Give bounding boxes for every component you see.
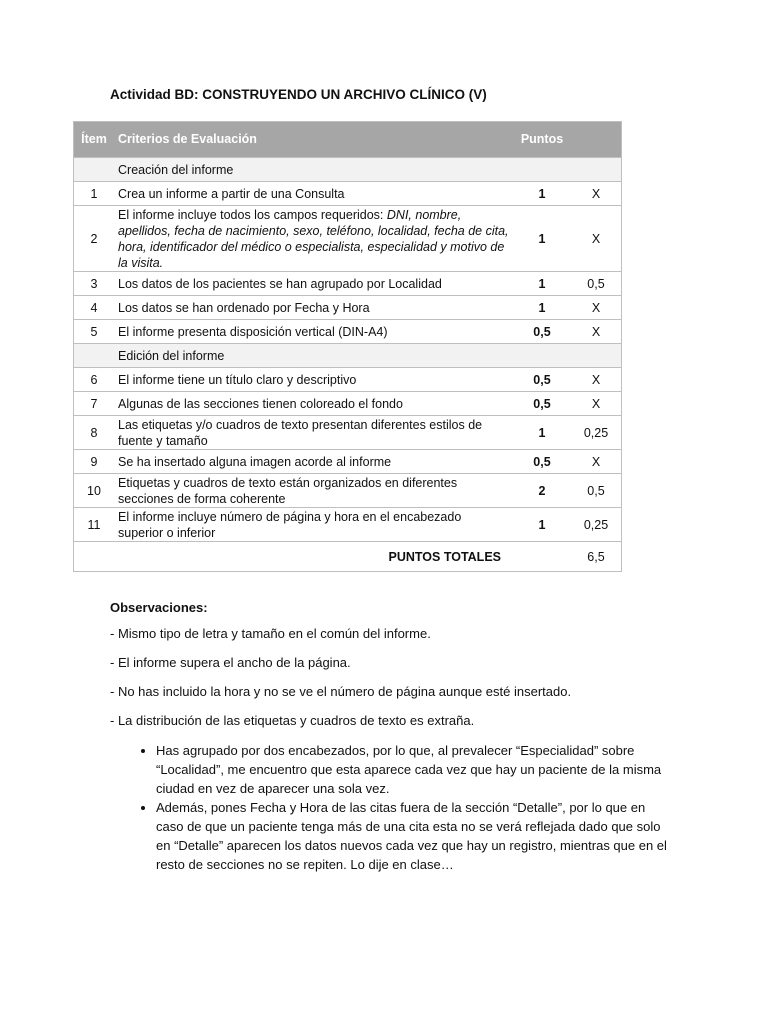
item-points: 1 — [513, 508, 571, 542]
item-score: 0,25 — [571, 508, 622, 542]
criterion-text: El informe presenta disposición vertical (DIN-A4) — [114, 320, 513, 344]
observacion-item: - El informe supera el ancho de la página. — [110, 655, 351, 670]
table-header-row — [74, 122, 622, 158]
item-number: 1 — [74, 182, 115, 206]
item-points: 0,5 — [513, 450, 571, 474]
item-score: X — [571, 392, 622, 416]
item-score: X — [571, 450, 622, 474]
section-row — [74, 158, 622, 182]
item-score: X — [571, 296, 622, 320]
table-row — [74, 450, 622, 474]
observacion-item: - La distribución de las etiquetas y cuadros de texto es extraña. — [110, 713, 475, 728]
item-points: 1 — [513, 206, 571, 272]
criterion-text-fields: DNI, nombre, apellidos, fecha de nacimiento, sexo, teléfono, localidad, fecha de cita, hora, identificador del médico o especialista, especialidad y motivo de la visita. — [118, 207, 509, 270]
item-number: 6 — [74, 368, 115, 392]
observacion-item: - Mismo tipo de letra y tamaño en el común del informe. — [110, 626, 431, 641]
header-score — [571, 122, 622, 158]
table-row — [74, 416, 622, 450]
section-empty-cell — [571, 158, 622, 182]
section-title: Edición del informe — [114, 344, 513, 368]
header-item: Ítem — [74, 122, 115, 158]
table-row — [74, 474, 622, 508]
section-row — [74, 344, 622, 368]
table-row — [74, 320, 622, 344]
criterion-text: El informe tiene un título claro y descriptivo — [114, 368, 513, 392]
table-row — [74, 296, 622, 320]
table-row — [74, 508, 622, 542]
observacion-item: - No has incluido la hora y no se ve el número de página aunque esté insertado. — [110, 684, 572, 699]
total-label: PUNTOS TOTALES — [74, 542, 514, 572]
section-empty-cell — [74, 344, 115, 368]
table-row — [74, 272, 622, 296]
criterion-text: El informe incluye número de página y hora en el encabezado superior o inferior — [114, 508, 513, 542]
item-number: 9 — [74, 450, 115, 474]
document-title: Actividad BD: CONSTRUYENDO UN ARCHIVO CLÍNICO (V) — [110, 87, 487, 102]
criterion-text: Los datos se han ordenado por Fecha y Hora — [114, 296, 513, 320]
observacion-bullets — [110, 741, 670, 874]
section-title: Creación del informe — [114, 158, 513, 182]
item-number: 7 — [74, 392, 115, 416]
item-points: 0,5 — [513, 320, 571, 344]
section-empty-cell — [74, 158, 115, 182]
criterion-text: Etiquetas y cuadros de texto están organizados en diferentes secciones de forma coherente — [114, 474, 513, 508]
criterion-text: Las etiquetas y/o cuadros de texto presentan diferentes estilos de fuente y tamaño — [114, 416, 513, 450]
item-number: 3 — [74, 272, 115, 296]
item-number: 4 — [74, 296, 115, 320]
criterion-text: Algunas de las secciones tienen coloreado el fondo — [114, 392, 513, 416]
item-number: 2 — [74, 206, 115, 272]
criterion-text: Se ha insertado alguna imagen acorde al informe — [114, 450, 513, 474]
observaciones — [110, 600, 670, 874]
item-points: 1 — [513, 272, 571, 296]
table-row — [74, 182, 622, 206]
observacion-bullet: • Has agrupado por dos encabezados, por lo que, al prevalecer “Especialidad” sobre “Localidad”, me encuentro que esta aparece cada vez que hay un paciente de la misma ciudad en vez de aparecer una sola vez. — [156, 741, 670, 798]
item-score: 0,5 — [571, 272, 622, 296]
item-points: 1 — [513, 416, 571, 450]
item-points: 2 — [513, 474, 571, 508]
header-criterio: Criterios de Evaluación — [114, 122, 513, 158]
criterion-text: Los datos de los pacientes se han agrupado por Localidad — [114, 272, 513, 296]
criterion-text — [114, 206, 513, 272]
evaluation-table — [73, 121, 622, 572]
item-score: X — [571, 206, 622, 272]
item-points: 1 — [513, 182, 571, 206]
item-points: 0,5 — [513, 392, 571, 416]
criterion-text-plain: El informe incluye todos los campos requeridos: — [118, 207, 387, 222]
total-value: 6,5 — [571, 542, 622, 572]
item-number: 5 — [74, 320, 115, 344]
criterion-text: Crea un informe a partir de una Consulta — [114, 182, 513, 206]
observacion-bullet: • Además, pones Fecha y Hora de las citas fuera de la sección “Detalle”, por lo que en caso de que un paciente tenga más de una cita esta no se verá reflejada dado que solo en “Detalle” aparecen los datos nuevos cada vez que hay un registro, mientras que en el resto de secciones no se repiten. Lo dije en clase… — [156, 798, 670, 874]
table-row — [74, 206, 622, 272]
item-points: 0,5 — [513, 368, 571, 392]
section-empty-cell — [513, 158, 571, 182]
item-number: 11 — [74, 508, 115, 542]
item-score: X — [571, 182, 622, 206]
section-empty-cell — [513, 344, 571, 368]
total-empty-cell — [513, 542, 571, 572]
total-row — [74, 542, 622, 572]
observaciones-title: Observaciones: — [110, 600, 208, 615]
item-points: 1 — [513, 296, 571, 320]
item-score: X — [571, 368, 622, 392]
section-empty-cell — [571, 344, 622, 368]
item-number: 8 — [74, 416, 115, 450]
header-puntos: Puntos — [513, 122, 571, 158]
table-body — [74, 158, 622, 572]
item-score: 0,25 — [571, 416, 622, 450]
table-row — [74, 392, 622, 416]
item-number: 10 — [74, 474, 115, 508]
table-row — [74, 368, 622, 392]
item-score: 0,5 — [571, 474, 622, 508]
item-score: X — [571, 320, 622, 344]
